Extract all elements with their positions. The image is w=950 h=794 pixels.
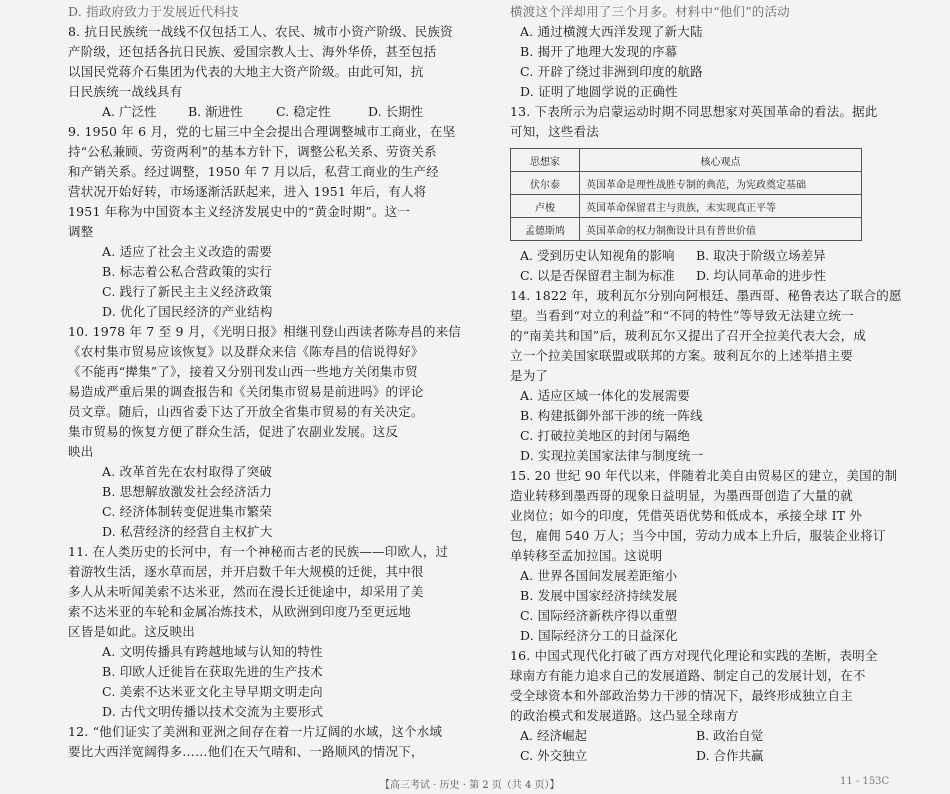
- table-header-view: 核心观点: [580, 149, 862, 172]
- answer-option: C. 国际经济新秩序得以重塑: [520, 608, 678, 623]
- answer-option: A. 世界各国间发展差距缩小: [520, 568, 678, 583]
- question-text-line: 要比大西洋宽阔得多……他们在天气晴和、一路顺风的情况下，: [68, 744, 424, 759]
- question-text-line: 日民族统一战线具有: [68, 84, 183, 99]
- answer-option: D. 国际经济分工的日益深化: [520, 628, 678, 643]
- answer-option: C. 打破拉美地区的封闭与隔绝: [520, 428, 691, 443]
- table-row: [511, 172, 862, 195]
- question-text-line: 立一个拉美国家联盟或联邦的方案。玻利瓦尔的上述举措主要: [510, 348, 853, 363]
- answer-option: C. 践行了新民主主义经济政策: [102, 284, 273, 299]
- table-cell-thinker: 孟德斯鸠: [511, 218, 580, 241]
- question-text-line: 业岗位；如今的印度，凭借英语优势和低成本，承接全球 IT 外: [510, 508, 863, 523]
- question-text-line: 包，雇佣 540 万人；当今中国，劳动力成本上升后，服装企业将订: [510, 528, 886, 543]
- question-text-line: 造业转移到墨西哥的现象日益明显，为墨西哥创造了大量的就: [510, 488, 853, 503]
- answer-option: D. 证明了地圆学说的正确性: [520, 84, 678, 99]
- question-text-line: 员文章。随后，山西省委下达了开放全省集市贸易的有关决定。: [68, 404, 424, 419]
- answer-option: A. 文明传播具有跨越地域与认知的特性: [102, 644, 323, 659]
- question-text-line: 9. 1950 年 6 月，党的七届三中全会提出合理调整城市工商业，在坚: [68, 124, 456, 139]
- question-text-line: 14. 1822 年，玻利瓦尔分别向阿根廷、墨西哥、秘鲁表达了联合的愿: [510, 288, 902, 303]
- question-text-line: 和产销关系。经过调整，1950 年 7 月以后，私营工商业的生产经: [68, 164, 439, 179]
- answer-option: D. 实现拉美国家法律与制度统一: [520, 448, 704, 463]
- question-text-line: 《农村集市贸易应该恢复》以及群众来信《陈寿昌的信说得好》: [68, 344, 424, 359]
- question-text-line: 横渡这个洋却用了三个月多。材料中“他们”的活动: [510, 4, 790, 19]
- answer-option: C. 外交独立: [520, 748, 588, 763]
- answer-option: B. 构建抵御外部干涉的统一阵线: [520, 408, 703, 423]
- question-text-line: 11. 在人类历史的长河中，有一个神秘而古老的民族——印欧人，过: [68, 544, 449, 559]
- answer-option: B. 标志着公私合营政策的实行: [102, 264, 273, 279]
- table-cell-view: 英国革命是理性战胜专制的典范，为宪政奠定基础: [580, 172, 862, 195]
- answer-option: C. 以是否保留君主制为标准: [520, 268, 675, 283]
- answer-option: B. 取决于阶级立场差异: [696, 248, 826, 263]
- answer-option: B. 政治自觉: [696, 728, 764, 743]
- question-text-line: 营状况开始好转，市场逐渐活跃起来，进入 1951 年后，有人将: [68, 184, 427, 199]
- answer-option: D. 合作共赢: [696, 748, 764, 763]
- question-text-line: 调整: [68, 224, 94, 239]
- table-cell-thinker: 伏尔泰: [511, 172, 580, 195]
- answer-option: B. 揭开了地理大发现的序幕: [520, 44, 678, 59]
- question-text-line: 可知，这些看法: [510, 124, 599, 139]
- answer-option: B. 渐进性: [188, 104, 243, 119]
- question-text-line: 持“公私兼顾、劳资两利”的基本方针下，调整公私关系、劳资关系: [68, 144, 437, 159]
- answer-option: B. 发展中国家经济持续发展: [520, 588, 678, 603]
- answer-option: D. 私营经济的经营自主权扩大: [102, 524, 273, 539]
- answer-option: D. 古代文明传播以技术交流为主要形式: [102, 704, 324, 719]
- answer-option: A. 改革首先在农村取得了突破: [102, 464, 272, 479]
- question-text-line: 着游牧生活，逐水草而居，并开启数千年大规模的迁徙，其中很: [68, 564, 424, 579]
- answer-option: D. 长期性: [368, 104, 424, 119]
- question-text-line: 的“南美共和国”后，玻利瓦尔又提出了召开全拉美代表大会，成: [510, 328, 867, 343]
- question-text-line: 10. 1978 年 7 至 9 月，《光明日报》相继刊登山西读者陈寿昌的来信: [68, 324, 461, 339]
- question-text-line: 多人从未听闻美索不达米亚，然而在漫长迁徙途中，却采用了美: [68, 584, 424, 599]
- answer-option: D. 优化了国民经济的产业结构: [102, 304, 273, 319]
- answer-option: A. 广泛性: [102, 104, 157, 119]
- table-cell-view: 英国革命保留君主与贵族，未实现真正平等: [580, 195, 862, 218]
- paper-code: 11 - 153C: [840, 776, 890, 787]
- question-text-line: 易造成严重后果的调查报告和《关闭集市贸易是前进吗》的评论: [68, 384, 424, 399]
- question-text-line: 映出: [68, 444, 94, 459]
- question-text-line: 12. “他们证实了美洲和亚洲之间存在着一片辽阔的水域，这个水域: [68, 724, 443, 739]
- answer-option: C. 美索不达米亚文化主导早期文明走向: [102, 684, 323, 699]
- answer-option: D. 均认同革命的进步性: [696, 268, 827, 283]
- question-text-line: 1951 年称为中国资本主义经济发展史中的“黄金时期”。这一: [68, 204, 411, 219]
- answer-option: A. 适应了社会主义改造的需要: [102, 244, 272, 259]
- question-text-line: 产阶级，还包括各抗日民族、爱国宗教人士、海外华侨，甚至包括: [68, 44, 437, 59]
- table-header-row: [511, 149, 862, 172]
- question-text-line: 的政治模式和发展道路。这凸显全球南方: [510, 708, 739, 723]
- question-text-line: D. 指政府致力于发展近代科技: [68, 4, 239, 19]
- question-text-line: 以国民党蒋介石集团为代表的大地主大资产阶级。由此可知，抗: [68, 64, 424, 79]
- question-text-line: 8. 抗日民族统一战线不仅包括工人、农民、城市小资产阶级、民族资: [68, 24, 453, 39]
- table-header-thinker: 思想家: [511, 149, 580, 172]
- question-text-line: 单转移至孟加拉国。这说明: [510, 548, 663, 563]
- table-cell-thinker: 卢梭: [511, 195, 580, 218]
- question-text-line: 望。当看到“对立的利益”和“不同的特性”等导致无法建立统一: [510, 308, 854, 323]
- question-text-line: 是为了: [510, 368, 549, 383]
- table-row: [511, 218, 862, 241]
- question-text-line: 索不达米亚的车轮和金属冶炼技术，从欧洲到印度乃至更远地: [68, 604, 411, 619]
- answer-option: C. 经济体制转变促进集市繁荣: [102, 504, 273, 519]
- question-text-line: 受全球资本和外部政治势力干涉的情况下，最终形成独立自主: [510, 688, 853, 703]
- answer-option: B. 印欧人迁徙旨在获取先进的生产技术: [102, 664, 323, 679]
- table-row: [511, 195, 862, 218]
- page-footer: 【高三考试 · 历史 · 第 2 页（共 4 页）】: [380, 780, 560, 791]
- question-text-line: 13. 下表所示为启蒙运动时期不同思想家对英国革命的看法。据此: [510, 104, 878, 119]
- question-text-line: 球南方有能力追求自己的发展道路、制定自己的发展计划，在不: [510, 668, 866, 683]
- answer-option: C. 开辟了绕过非洲到印度的航路: [520, 64, 703, 79]
- answer-option: B. 思想解放激发社会经济活力: [102, 484, 273, 499]
- thinkers-table: [510, 148, 862, 241]
- question-text-line: 15. 20 世纪 90 年代以来，伴随着北美自由贸易区的建立，美国的制: [510, 468, 898, 483]
- question-text-line: 区皆是如此。这反映出: [68, 624, 196, 639]
- question-text-line: 《不能再“撵集”了》，接着又分别刊发山西一些地方关闭集市贸: [68, 364, 418, 379]
- answer-option: A. 通过横渡大西洋发现了新大陆: [520, 24, 703, 39]
- answer-option: A. 受到历史认知视角的影响: [520, 248, 675, 263]
- answer-option: A. 适应区域一体化的发展需要: [520, 388, 690, 403]
- answer-option: C. 稳定性: [276, 104, 331, 119]
- table-cell-view: 英国革命的权力制衡设计具有普世价值: [580, 218, 862, 241]
- answer-option: A. 经济崛起: [520, 728, 587, 743]
- question-text-line: 16. 中国式现代化打破了西方对现代化理论和实践的垄断，表明全: [510, 648, 878, 663]
- question-text-line: 集市贸易的恢复方便了群众生活，促进了农副业发展。这反: [68, 424, 399, 439]
